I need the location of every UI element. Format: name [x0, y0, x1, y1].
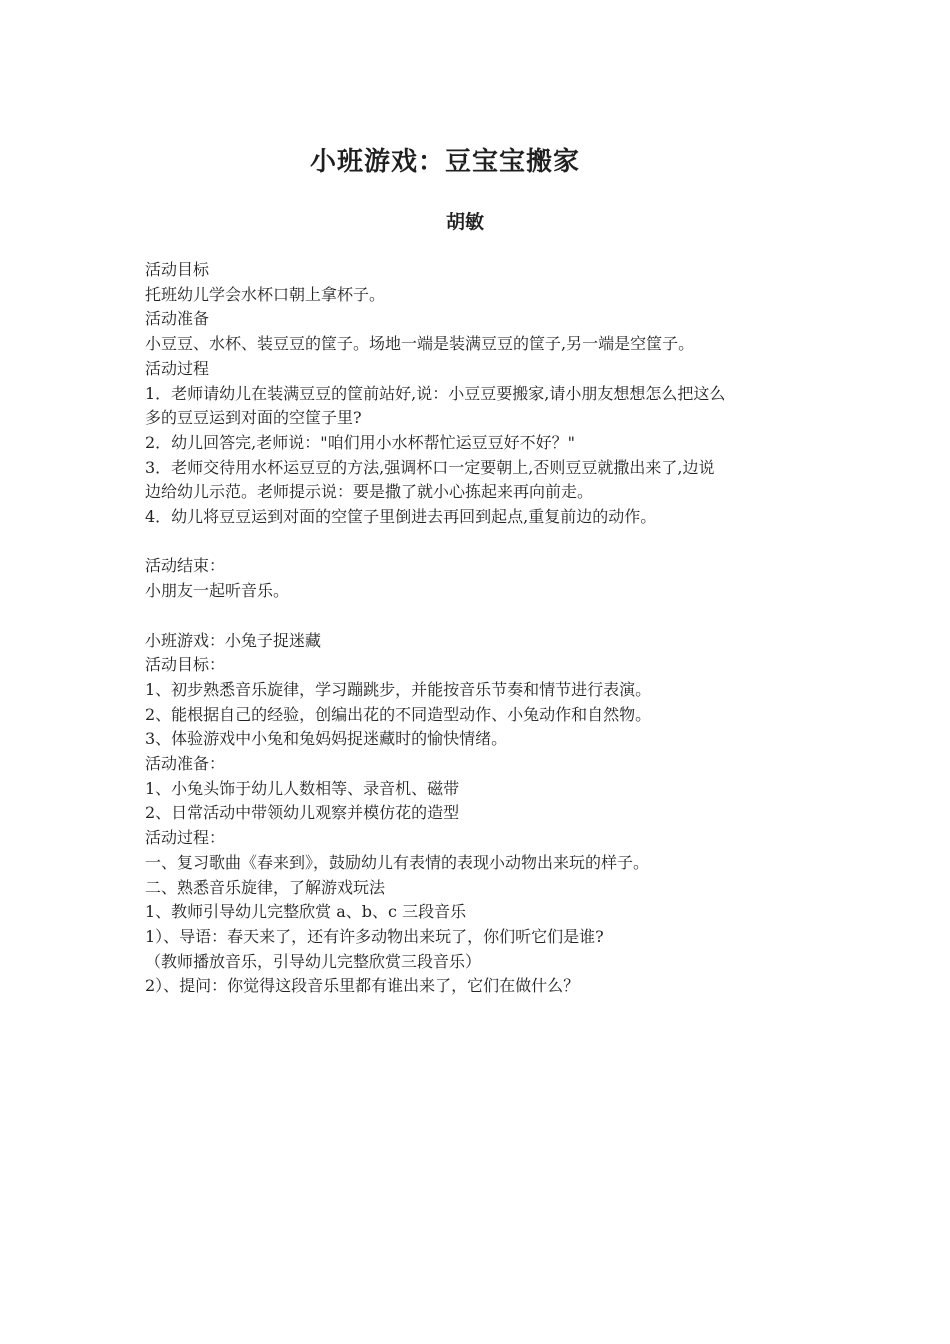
body-line: 托班幼儿学会水杯口朝上拿杯子。: [145, 284, 386, 304]
body-line: 2、能根据自己的经验，创编出花的不同造型动作、小兔动作和自然物。: [145, 704, 652, 724]
body-line: 1、初步熟悉音乐旋律，学习蹦跳步，并能按音乐节奏和情节进行表演。: [145, 679, 652, 699]
body-line: 小班游戏：小兔子捉迷藏: [145, 630, 322, 650]
body-line: 3、体验游戏中小兔和兔妈妈捉迷藏时的愉快情绪。: [145, 729, 508, 749]
body-line: 1）、导语：春天来了，还有许多动物出来玩了，你们听它们是谁?: [145, 926, 604, 946]
body-line: 活动过程: [145, 358, 210, 378]
body-line: 2．幼儿回答完,老师说："咱们用小水杯帮忙运豆豆好不好？": [145, 432, 575, 452]
body-line: 3．老师交待用水杯运豆豆的方法,强调杯口一定要朝上,否则豆豆就撒出来了,边说: [145, 457, 715, 477]
body-line: 活动目标：: [145, 655, 226, 675]
body-line: 1、教师引导幼儿完整欣赏 a、b、c 三段音乐: [145, 902, 467, 922]
document-author: 胡敏: [445, 211, 484, 233]
body-line: 边给幼儿示范。老师提示说：要是撒了就小心拣起来再向前走。: [145, 482, 594, 502]
body-line: 多的豆豆运到对面的空筐子里?: [145, 408, 362, 428]
body-line: 2）、提问：你觉得这段音乐里都有谁出来了，它们在做什么？: [145, 976, 580, 996]
body-line: 1．老师请幼儿在装满豆豆的筐前站好,说：小豆豆要搬家,请小朋友想想怎么把这么: [145, 383, 726, 403]
document-body: [145, 258, 815, 999]
document-title: 小班游戏：豆宝宝搬家: [309, 147, 580, 177]
body-line: 1、小兔头饰于幼儿人数相等、录音机、磁带: [145, 778, 460, 798]
body-line: 活动过程：: [145, 828, 226, 848]
body-line: 2、日常活动中带领幼儿观察并模仿花的造型: [145, 803, 460, 823]
body-line: 活动结束：: [145, 556, 226, 576]
blank-line: [145, 530, 815, 555]
body-line: 小朋友一起听音乐。: [145, 581, 290, 601]
body-line: （教师播放音乐，引导幼儿完整欣赏三段音乐）: [145, 951, 482, 971]
body-line: 一、复习歌曲《春来到》，鼓励幼儿有表情的表现小动物出来玩的样子。: [145, 852, 650, 872]
blank-line: [145, 604, 815, 629]
body-line: 活动准备：: [145, 754, 226, 774]
body-line: 活动目标: [145, 260, 210, 279]
body-line: 4．幼儿将豆豆运到对面的空筐子里倒进去再回到起点,重复前边的动作。: [145, 507, 657, 527]
body-line: 活动准备: [145, 309, 210, 329]
body-line: 小豆豆、水杯、装豆豆的筐子。场地一端是装满豆豆的筐子,另一端是空筐子。: [145, 334, 695, 354]
body-line: 二、熟悉音乐旋律，了解游戏玩法: [145, 877, 386, 897]
